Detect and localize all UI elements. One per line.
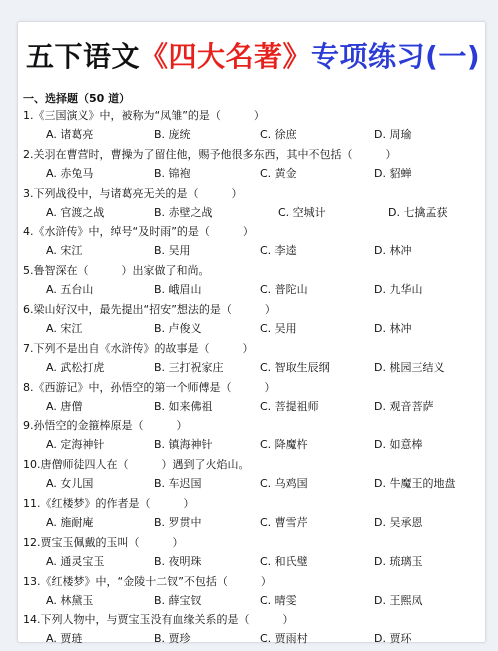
answer-option: C. 乌鸡国 bbox=[260, 477, 308, 491]
document-page bbox=[17, 21, 486, 646]
answer-option: C. 李逵 bbox=[260, 244, 297, 258]
question-text: 13.《红楼梦》中，“金陵十二钗”不包括（ ） bbox=[23, 574, 272, 588]
answer-option: B. 罗贯中 bbox=[154, 516, 202, 529]
answer-option: D. 如意棒 bbox=[374, 438, 423, 452]
answer-option: B. 如来佛祖 bbox=[154, 399, 213, 413]
answer-option: C. 普陀山 bbox=[260, 283, 308, 297]
answer-option: B. 庞统 bbox=[154, 128, 191, 141]
question-text: 2.关羽在曹营时，曹操为了留住他，赐予他很多东西，其中不包括（ ） bbox=[23, 147, 397, 161]
answer-option: B. 贾珍 bbox=[154, 632, 191, 646]
answer-option: A. 官渡之战 bbox=[46, 205, 105, 219]
answer-option: A. 诸葛亮 bbox=[46, 128, 94, 141]
answer-option: B. 车迟国 bbox=[154, 477, 202, 491]
question-text: 7.下列不是出自《水浒传》的故事是（ ） bbox=[23, 341, 254, 355]
answer-option: A. 五台山 bbox=[46, 283, 94, 297]
answer-option: B. 薛宝钗 bbox=[154, 593, 202, 607]
answer-option: A. 唐僧 bbox=[46, 399, 83, 413]
question-text: 9.孙悟空的金箍棒原是（ ） bbox=[23, 419, 188, 433]
answer-option: C. 晴雯 bbox=[260, 593, 297, 607]
title-part-1: 五下语文 bbox=[26, 40, 141, 73]
answer-option: D. 貂蝉 bbox=[374, 166, 412, 180]
answer-option: C. 曹雪芹 bbox=[260, 516, 308, 529]
answer-option: C. 徐庶 bbox=[260, 128, 297, 141]
answer-option: D. 林冲 bbox=[374, 322, 412, 335]
answer-option: D. 琉璃玉 bbox=[374, 554, 423, 568]
answer-option: B. 吴用 bbox=[154, 244, 191, 258]
answer-option: D. 王熙凤 bbox=[374, 593, 423, 607]
title-part-2: 《四大名著》 bbox=[140, 40, 312, 73]
answer-option: D. 牛魔王的地盘 bbox=[374, 477, 456, 491]
answer-option: D. 七擒孟获 bbox=[388, 205, 448, 219]
answer-option: B. 锦袍 bbox=[154, 166, 191, 180]
answer-option: C. 降魔杵 bbox=[260, 438, 308, 452]
answer-option: D. 桃园三结义 bbox=[374, 360, 445, 374]
answer-option: D. 周瑜 bbox=[374, 128, 412, 141]
title-part-3: 专项练习(一) bbox=[311, 40, 481, 73]
answer-option: B. 赤壁之战 bbox=[154, 205, 213, 219]
answer-option: C. 和氏璧 bbox=[260, 554, 308, 568]
answer-option: B. 夜明珠 bbox=[154, 554, 202, 568]
question-text: 6.梁山好汉中，最先提出“招安”想法的是（ ） bbox=[23, 303, 276, 316]
question-text: 5.鲁智深在（ ）出家做了和尚。 bbox=[23, 264, 210, 278]
question-text: 4.《水浒传》中，绰号“及时雨”的是（ ） bbox=[23, 225, 254, 239]
answer-option: C. 黄金 bbox=[260, 166, 297, 180]
question-text: 14.下列人物中，与贾宝玉没有血缘关系的是（ ） bbox=[23, 613, 294, 627]
answer-option: D. 贾环 bbox=[374, 632, 412, 646]
question-text: 12.贾宝玉佩戴的玉叫（ ） bbox=[23, 535, 184, 549]
answer-option: B. 镇海神针 bbox=[154, 438, 213, 452]
answer-option: A. 宋江 bbox=[46, 244, 83, 258]
answer-option: A. 定海神针 bbox=[46, 438, 105, 452]
answer-option: A. 施耐庵 bbox=[46, 516, 94, 529]
answer-option: A. 林黛玉 bbox=[46, 593, 94, 607]
answer-option: C. 吴用 bbox=[260, 322, 297, 335]
question-text: 1.《三国演义》中，被称为“凤雏”的是（ ） bbox=[23, 109, 265, 122]
answer-option: C. 空城计 bbox=[278, 205, 326, 219]
answer-option: B. 卢俊义 bbox=[154, 322, 202, 335]
question-text: 11.《红楼梦》的作者是（ ） bbox=[23, 497, 195, 510]
answer-option: D. 观音菩萨 bbox=[374, 399, 434, 413]
answer-option: C. 贾雨村 bbox=[260, 632, 308, 646]
answer-option: D. 林冲 bbox=[374, 244, 412, 258]
answer-option: A. 通灵宝玉 bbox=[46, 554, 105, 568]
document-title bbox=[26, 35, 481, 75]
question-text: 3.下列战役中，与诸葛亮无关的是（ ） bbox=[23, 186, 243, 200]
answer-option: C. 菩提祖师 bbox=[260, 399, 319, 413]
answer-option: B. 三打祝家庄 bbox=[154, 360, 224, 374]
answer-option: B. 峨眉山 bbox=[154, 283, 202, 297]
section-heading: 一、选择题（50 道） bbox=[23, 92, 131, 105]
question-text: 8.《西游记》中，孙悟空的第一个师傅是（ ） bbox=[23, 380, 276, 394]
answer-option: A. 武松打虎 bbox=[46, 360, 105, 374]
answer-option: A. 女儿国 bbox=[46, 477, 94, 491]
answer-option: C. 智取生辰纲 bbox=[260, 360, 330, 374]
question-text: 10.唐僧师徒四人在（ ）遇到了火焰山。 bbox=[23, 458, 250, 472]
answer-option: A. 贾琏 bbox=[46, 632, 83, 646]
answer-option: A. 宋江 bbox=[46, 322, 83, 335]
answer-option: A. 赤兔马 bbox=[46, 166, 94, 180]
answer-option: D. 九华山 bbox=[374, 283, 423, 297]
answer-option: D. 吴承恩 bbox=[374, 516, 423, 529]
